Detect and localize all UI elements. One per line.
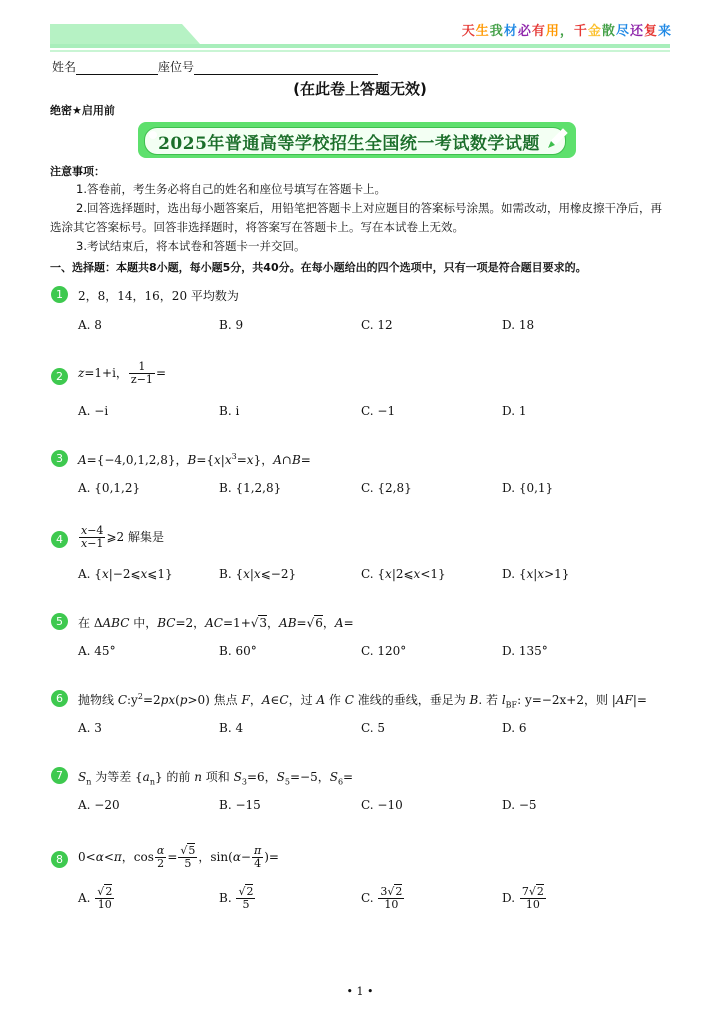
option-d: D. −5	[502, 798, 537, 812]
option-a: A. $\frac{√2}{10}$	[78, 885, 113, 911]
header-rule-thin	[50, 50, 670, 52]
invalid-note: (在此卷上答题无效)	[293, 80, 427, 98]
header-rule	[50, 44, 670, 48]
option-b: B. i	[219, 404, 240, 418]
option-a: A. 3	[78, 721, 102, 735]
motto-char: 用	[545, 24, 560, 39]
option-a: A. 45°	[78, 644, 116, 658]
notes-heading: 注意事项：	[50, 165, 105, 178]
note-item: 3.考试结束后，将本试卷和答题卡一并交回。	[76, 239, 306, 253]
header-tab-decoration	[50, 24, 200, 44]
exam-title: 2025年普通高等学校招生全国统一考试数学试题	[158, 134, 540, 154]
option-d: D. 1	[502, 404, 527, 418]
motto-char: 尽	[615, 24, 630, 39]
option-c: C. $\frac{3√2}{10}$	[361, 885, 403, 911]
option-b: B. {x|x⩽−2}	[219, 567, 297, 581]
option-b: B. $\frac{√2}{5}$	[219, 885, 254, 911]
question-text: A={−4,0,1,2,8}，$B=\{x|x^3=x\}$，A∩B=	[78, 452, 311, 467]
option-c: C. 120°	[361, 644, 407, 658]
option-d: D. 6	[502, 721, 527, 735]
question-number: 2	[51, 368, 68, 385]
motto-char: 生	[475, 24, 490, 39]
question-number: 6	[51, 690, 68, 707]
option-c: C. {2,8}	[361, 481, 412, 495]
exam-title-banner	[138, 122, 576, 158]
motto-char: 来	[657, 24, 672, 39]
page-number: • 1 •	[346, 985, 374, 998]
motto-char: 千	[573, 24, 588, 39]
secret-label: 绝密★启用前	[50, 104, 115, 117]
motto-char: 金	[587, 24, 602, 39]
option-b: B. 60°	[219, 644, 257, 658]
option-a: A. −20	[78, 798, 120, 812]
option-b: B. {1,2,8}	[219, 481, 282, 495]
option-d: D. 18	[502, 318, 535, 332]
option-a: A. {x|−2⩽x⩽1}	[78, 567, 173, 581]
seat-blank[interactable]	[194, 62, 378, 75]
question-text: 在 ΔABC 中，BC=2，AC=1+√3，AB=√6，A=	[78, 616, 354, 630]
question-number: 4	[51, 531, 68, 548]
question-number: 8	[51, 851, 68, 868]
student-info-line	[52, 58, 378, 75]
option-b: B. −15	[219, 798, 261, 812]
option-a: A. −i	[78, 404, 109, 418]
question-number: 5	[51, 613, 68, 630]
header-motto	[462, 20, 672, 39]
option-c: C. 5	[361, 721, 386, 735]
question-text: 2，8，14，16，20 平均数为	[78, 289, 239, 303]
question-number: 7	[51, 767, 68, 784]
question-text: 抛物线 $C:y^2=2px(p>0)$ 焦点 F，A∈C，过 A 作 C 准线的垂线，垂足为 B. 若 $l_{BF}$: y=−2x+2，则 |AF|=	[78, 692, 647, 710]
question-text: $S_n$ 为等差 $\{a_n\}$ 的前 n 项和 $S_3=6$，$S_5=-5$，$S_6=$	[78, 770, 354, 787]
motto-char: 还	[629, 24, 644, 39]
question-number: 3	[51, 450, 68, 467]
option-d: D. {0,1}	[502, 481, 554, 495]
question-text: $\frac{x-4}{x-1}$ ⩾2 解集是	[81, 524, 164, 550]
note-item: 1.答卷前，考生务必将自己的姓名和座位号填写在答题卡上。	[76, 182, 386, 196]
motto-char: 散	[601, 24, 616, 39]
motto-char: 材	[503, 24, 518, 39]
option-c: C. −10	[361, 798, 403, 812]
motto-char: 复	[643, 24, 658, 39]
question-text: z=1+i， $\frac{1}{z-1}$ =	[78, 360, 166, 386]
option-b: B. 4	[219, 721, 244, 735]
motto-char: 我	[489, 24, 504, 39]
motto-char: 有	[531, 24, 546, 39]
option-b: B. 9	[219, 318, 244, 332]
option-c: C. {x|2⩽x<1}	[361, 567, 446, 581]
note-item: 2.回答选择题时，选出每小题答案后，用铅笔把答题卡上对应题目的答案标号涂黑。如需改动，用橡皮擦干净后，再选涂其它答案标号。回答非选择题时，将答案写在答题卡上。写在本试卷上无效。	[50, 201, 662, 234]
name-blank[interactable]	[76, 62, 158, 75]
seat-label: 座位号	[158, 60, 195, 74]
question-number: 1	[51, 286, 68, 303]
option-d: D. $\frac{7√2}{10}$	[502, 885, 544, 911]
exam-title-frame	[144, 127, 566, 155]
section-heading: 一、选择题：本题共8小题，每小题5分，共40分。在每小题给出的四个选项中，只有一项是符合题目要求的。	[50, 261, 587, 274]
option-d: D. {x|x>1}	[502, 567, 570, 581]
option-c: C. −1	[361, 404, 396, 418]
option-d: D. 135°	[502, 644, 548, 658]
pencil-icon	[544, 126, 570, 152]
option-c: C. 12	[361, 318, 393, 332]
motto-char: 必	[517, 24, 532, 39]
name-label: 姓名	[52, 60, 77, 74]
motto-char: 天	[461, 24, 476, 39]
motto-char: ，	[559, 24, 574, 39]
option-a: A. 8	[78, 318, 102, 332]
question-text: 0<α<π，cos $\frac{\alpha}{2}$ = $\frac{√5}{5}$ ，sin(α− $\frac{\pi}{4}$ )=	[78, 844, 279, 870]
option-a: A. {0,1,2}	[78, 481, 141, 495]
